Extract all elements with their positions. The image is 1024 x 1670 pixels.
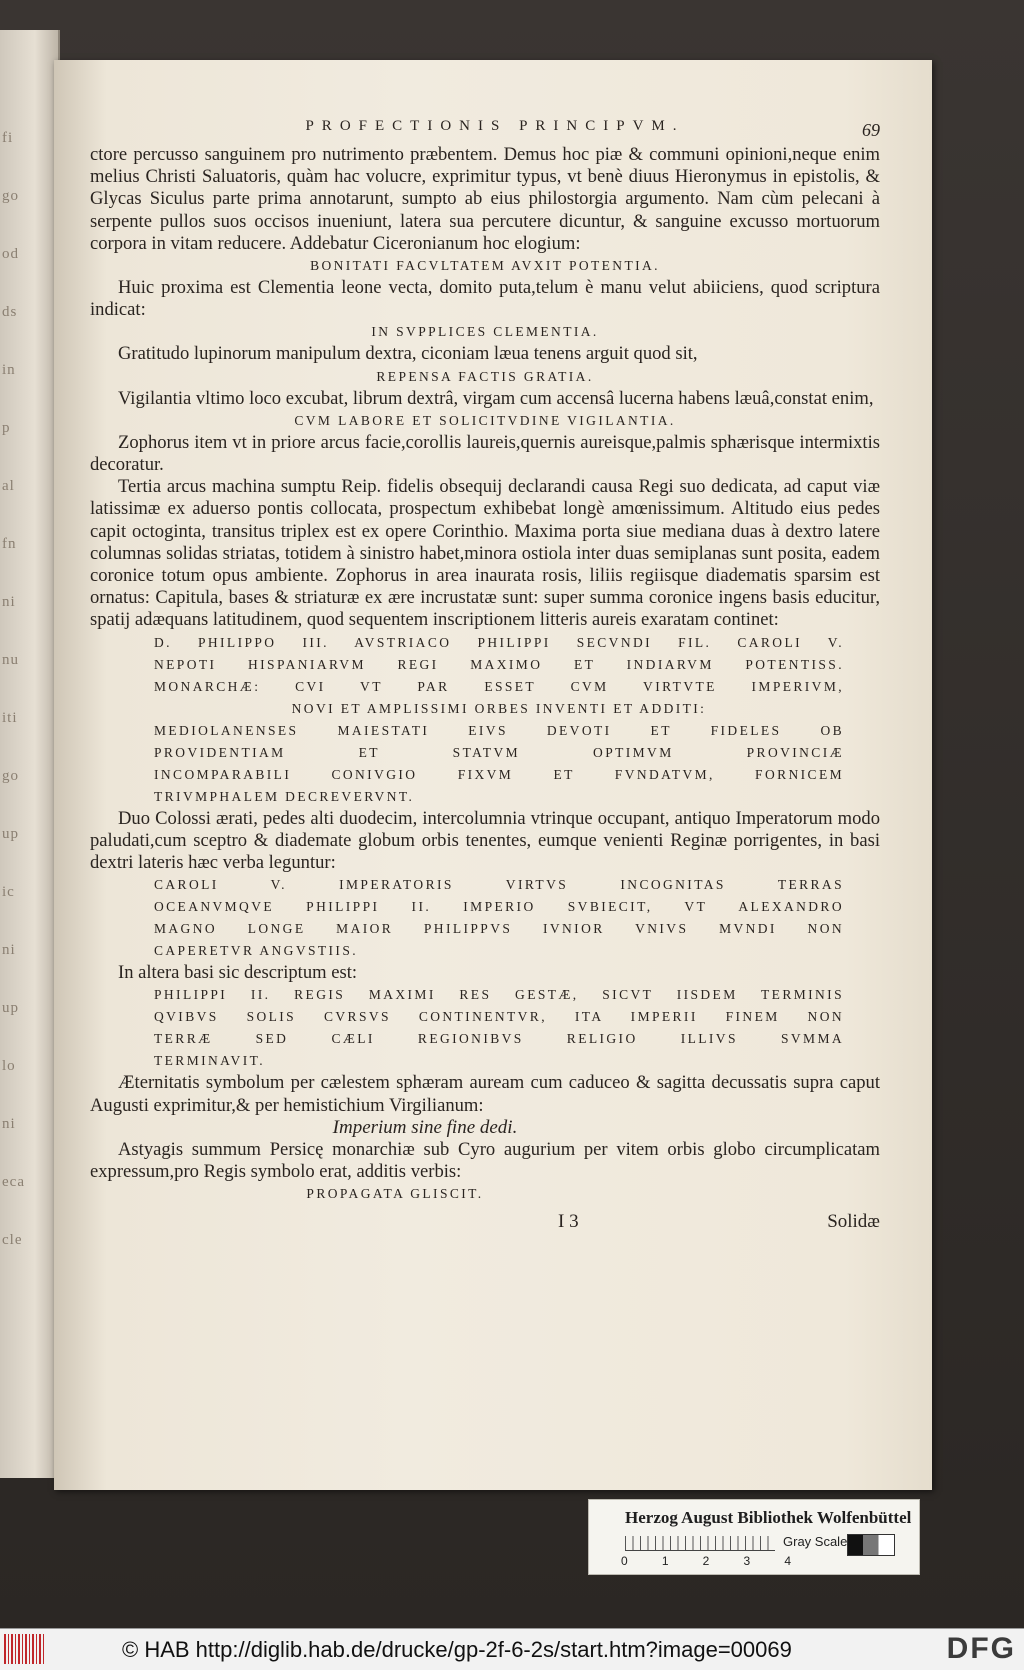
inscription-line: PHILIPPI II. REGIS MAXIMI RES GESTÆ, SICVT IISDEM TERMINIS — [154, 987, 844, 1003]
inscription-line: INCOMPARABILI CONIVGIO FIXVM ET FVNDATVM, FORNICEM — [154, 766, 844, 782]
inscription-line: TRIVMPHALEM DECREVERVNT. — [154, 788, 415, 804]
leaf-fragment: nu — [2, 652, 19, 668]
leaf-fragment: cle — [2, 1232, 23, 1248]
paragraph: Astyagis summum Persicę monarchiæ sub Cyro augurium per vitem orbis globo circumplicatam expressum,pro Regis symbolo erat, additis verbis: — [90, 1138, 880, 1183]
running-head — [90, 118, 880, 144]
previous-page-edge — [0, 30, 60, 1478]
footer-bar — [0, 1628, 1024, 1670]
italic-quote: Imperium sine fine dedi. — [332, 1116, 518, 1138]
color-reference-card — [588, 1499, 920, 1575]
ruler-label: 1 — [661, 1554, 669, 1568]
paragraph: Zophorus item vt in priore arcus facie,corollis laureis,quernis aureisque,palmis sphærisque intermixtis decoratur. — [90, 431, 880, 476]
leaf-fragment: ds — [2, 304, 18, 320]
leaf-fragment: go — [2, 188, 19, 204]
paragraph: Duo Colossi ærati, pedes alti duodecim, intercolumnia vtrinque occupant, antiquo Imperatorum modo paludati,cum sceptro & diademate globum orbis tenentes, eumque venienti Reginæ porrigentes, in basi dextri lateris hæc verba leguntur: — [90, 807, 880, 874]
leaf-fragment: ic — [2, 884, 15, 900]
inscription-line: TERMINAVIT. — [154, 1053, 266, 1069]
leaf-fragment: fn — [2, 536, 17, 552]
inscription-line: MEDIOLANENSES MAIESTATI EIVS DEVOTI ET FIDELES OB — [154, 722, 844, 738]
paragraph: Tertia arcus machina sumptu Reip. fidelis obsequij declarandi causa Regi suo dedicata, ad caput viæ latissimæ ex aduerso pontis collocata, prospectum exhibebat longè amœnissimum. Altitudo eius pedes capit octoginta, transitus triplex est ex opere Corinthio. Maxima porta siue mediana duas à dextro latere columnas solidas striatas, totidem à sinistro habet,minora ostiola inter duas semiplanas sunt posita, eadem coronice totum opus ambiente. Zophorus in area inaurata rosis, liliis regiisque diadematis sparsim est ornatus: Capitula, bases & striaturæ ex ære incrustatæ sunt: super summa coronice ingens basis educitur, spatij adæquans latitudinem, quod sequentem inscriptionem litteris aureis exaratam continet: — [90, 476, 880, 631]
paragraph: Æternitatis symbolum per cælestem sphæram auream cum caduceo & sagitta decussatis supra caput Augusti exprimitur,& per hemistichium Virgilianum: — [90, 1072, 880, 1116]
ruler-label: 0 — [621, 1554, 628, 1568]
inscription-line: NEPOTI HISPANIARVM REGI MAXIMO ET INDIARVM POTENTISS. — [154, 656, 844, 672]
page-text-block — [90, 118, 880, 1237]
ruler-labels — [621, 1554, 791, 1568]
inscription-right-base — [154, 874, 844, 962]
motto: PROPAGATA GLISCIT. — [306, 1186, 484, 1202]
source-credit[interactable]: © HAB http://diglib.hab.de/drucke/gp-2f-6-2s/start.htm?image=00069 — [122, 1637, 792, 1662]
paragraph: ctore percusso sanguinem pro nutrimento præbentem. Demus hoc piæ & communi opinioni,neque enim melius Christi Saluatoris, quàm hac volucre, exprimitur typus, vt benè diuus Hieronymus in epistolis, & Glycas Siculus parte prima annotarunt, sumpto ab eius philostorgia argumento. Nam cùm pelecani à serpente pullos suos occisos inueniunt, latera sua percutere dicuntur, & sanguine excusso mortuorum corpora in vitam reducere. Addebatur Ciceronianum hoc elogium: — [90, 144, 880, 254]
paragraph: Huic proxima est Clementia leone vecta, domito puta,telum è manu velut abiiciens, quod scriptura indicat: — [90, 277, 880, 321]
dfg-logo: DFG — [946, 1632, 1016, 1665]
motto: IN SVPPLICES CLEMENTIA. — [371, 324, 599, 340]
signature-mark: I 3 — [558, 1211, 579, 1233]
inscription-line: D. PHILIPPO III. AVSTRIACO PHILIPPI SECVNDI FIL. CAROLI V. — [154, 634, 844, 650]
ruler-label: 2 — [702, 1554, 710, 1568]
inscription-line: TERRÆ SED CÆLI REGIONIBVS RELIGIO ILLIVS SVMMA — [154, 1031, 844, 1047]
catchword: Solidæ — [827, 1211, 880, 1233]
inscription-line: OCEANVMQVE PHILIPPI II. IMPERIO SVBIECIT, VT ALEXANDRO — [154, 899, 844, 915]
leaf-fragment: ni — [2, 942, 16, 958]
library-name: Herzog August Bibliothek Wolfenbüttel — [625, 1508, 912, 1527]
leaf-fragment: al — [2, 478, 15, 494]
paragraph: Gratitudo lupinorum manipulum dextra, ciconiam læua tenens arguit quod sit, — [118, 343, 698, 365]
motto: BONITATI FACVLTATEM AVXIT POTENTIA. — [310, 258, 660, 274]
motto: CVM LABORE ET SOLICITVDINE VIGILANTIA. — [294, 412, 676, 428]
page-foot — [90, 1211, 880, 1237]
leaf-fragment: od — [2, 246, 19, 262]
inscription-line: NOVI ET AMPLISSIMI ORBES INVENTI ET ADDITI: — [291, 700, 707, 716]
inscription-line: MAGNO LONGE MAIOR PHILIPPVS IVNIOR VNIVS MVNDI NON — [154, 921, 844, 937]
leaf-fragment: up — [2, 826, 19, 842]
leaf-fragment: ni — [2, 1116, 16, 1132]
book-page — [54, 60, 932, 1490]
leaf-fragment: p — [2, 420, 11, 436]
scale-ruler — [625, 1536, 775, 1551]
gray-scale-swatch — [847, 1534, 895, 1556]
inscription-left-base — [154, 984, 844, 1072]
inscription-line: PROVIDENTIAM ET STATVM OPTIMVM PROVINCIÆ — [154, 744, 844, 760]
paragraph: In altera basi sic descriptum est: — [118, 962, 358, 984]
page-number: 69 — [862, 120, 880, 140]
motto: REPENSA FACTIS GRATIA. — [376, 368, 594, 384]
paragraph: Vigilantia vltimo loco excubat, librum dextrâ, virgam cum accensâ lucerna habens læuâ,constat enim, — [118, 387, 874, 409]
leaf-fragment: ni — [2, 594, 16, 610]
leaf-fragment: iti — [2, 710, 18, 726]
leaf-fragment: go — [2, 768, 19, 784]
leaf-fragment: eca — [2, 1174, 25, 1190]
leaf-fragment: fi — [2, 130, 14, 146]
leaf-fragment: up — [2, 1000, 19, 1016]
inscription-line: MONARCHÆ: CVI VT PAR ESSET CVM VIRTVTE IMPERIVM, — [154, 678, 844, 694]
inscription-line: CAROLI V. IMPERATORIS VIRTVS INCOGNITAS TERRAS — [154, 877, 844, 893]
inscription-arch — [154, 632, 844, 808]
ruler-label: 4 — [784, 1554, 791, 1568]
running-head-title: PROFECTIONIS PRINCIPVM. — [305, 118, 685, 134]
barcode-icon — [4, 1634, 46, 1664]
gray-scale-label: Gray Scale — [783, 1534, 848, 1549]
leaf-fragment: in — [2, 362, 16, 378]
ruler-label: 3 — [743, 1554, 751, 1568]
leaf-fragment: lo — [2, 1058, 16, 1074]
inscription-line: QVIBVS SOLIS CVRSVS CONTINENTVR, ITA IMPERII FINEM NON — [154, 1009, 844, 1025]
inscription-line: CAPERETVR ANGVSTIIS. — [154, 943, 359, 959]
